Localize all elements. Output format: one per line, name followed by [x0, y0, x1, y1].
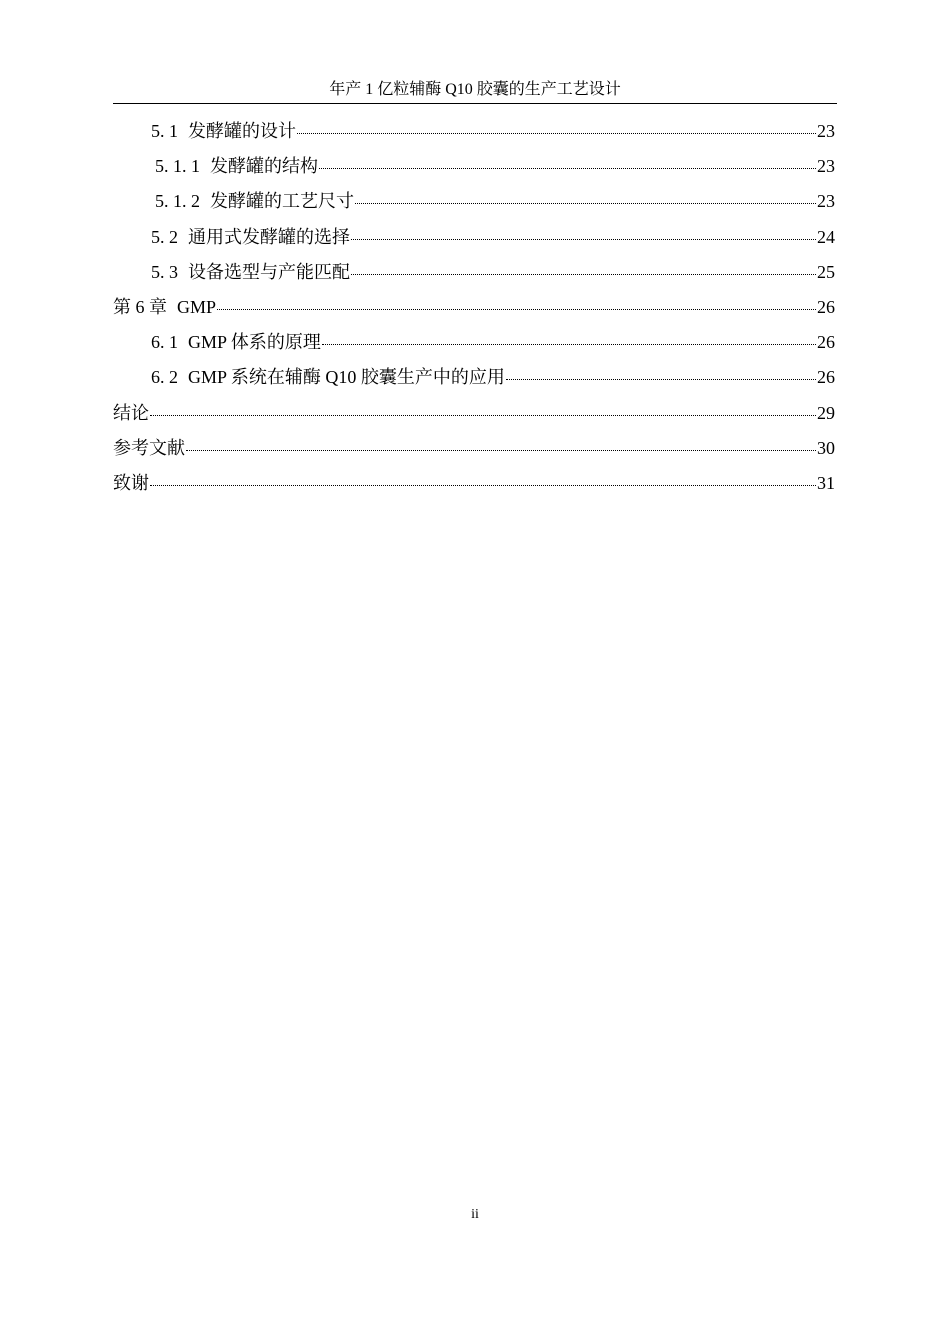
toc-entry-page: 23 — [817, 156, 835, 177]
toc-entry-page: 26 — [817, 296, 835, 317]
toc-entry-page: 29 — [817, 402, 835, 423]
toc-dot-leader — [351, 260, 816, 278]
toc-entry-number: 5. 1. 2 — [155, 191, 200, 212]
toc-entry[interactable] — [113, 224, 835, 259]
toc-entry[interactable] — [113, 400, 835, 435]
toc-entry[interactable] — [113, 259, 835, 294]
toc-entry-page: 31 — [817, 472, 835, 493]
toc-entry-title: 结论 — [113, 402, 149, 423]
toc-entry-title: 致谢 — [113, 472, 149, 493]
toc-entry-title: 发酵罐的结构 — [210, 156, 318, 177]
toc-dot-leader — [150, 471, 816, 489]
toc-entry-number: 5. 3 — [151, 261, 178, 282]
toc-dot-leader — [297, 119, 816, 137]
toc-entry-page: 23 — [817, 191, 835, 212]
toc-entry[interactable] — [113, 435, 835, 470]
toc-entry-page: 26 — [817, 332, 835, 353]
toc-entry-title: 设备选型与产能匹配 — [188, 261, 350, 282]
table-of-contents — [113, 118, 835, 505]
toc-entry-title: GMP 体系的原理 — [188, 332, 321, 353]
toc-entry[interactable] — [113, 470, 835, 505]
toc-entry-number: 5. 2 — [151, 226, 178, 247]
running-header: 年产 1 亿粒辅酶 Q10 胶囊的生产工艺设计 — [329, 81, 621, 98]
toc-entry-page: 24 — [817, 226, 835, 247]
toc-entry-number: 5. 1. 1 — [155, 156, 200, 177]
toc-dot-leader — [351, 225, 816, 243]
toc-entry-page: 26 — [817, 367, 835, 388]
toc-dot-leader — [355, 189, 816, 207]
toc-entry-title: GMP 系统在辅酶 Q10 胶囊生产中的应用 — [188, 367, 505, 388]
toc-dot-leader — [319, 154, 816, 172]
toc-entry[interactable] — [113, 364, 835, 399]
header-rule — [113, 103, 837, 104]
toc-entry-page: 30 — [817, 437, 835, 458]
toc-entry[interactable] — [113, 118, 835, 153]
toc-entry-number: 6. 1 — [151, 332, 178, 353]
toc-entry-number: 5. 1 — [151, 121, 178, 141]
toc-entry-page: 25 — [817, 261, 835, 282]
toc-entry-title: 通用式发酵罐的选择 — [188, 226, 350, 247]
toc-entry-page: 23 — [817, 121, 835, 141]
toc-entry-title: 发酵罐的设计 — [188, 121, 296, 141]
toc-entry-number: 第 6 章 — [113, 296, 167, 317]
toc-entry-title: GMP — [177, 296, 217, 317]
toc-entry-title: 发酵罐的工艺尺寸 — [210, 191, 354, 212]
toc-entry-title: 参考文献 — [113, 437, 185, 458]
toc-entry[interactable] — [113, 294, 835, 329]
toc-dot-leader — [217, 295, 816, 313]
toc-entry[interactable] — [113, 329, 835, 364]
toc-entry-number: 6. 2 — [151, 367, 178, 388]
toc-dot-leader — [150, 401, 816, 419]
toc-dot-leader — [322, 330, 816, 348]
page-number: ii — [471, 1207, 479, 1222]
toc-dot-leader — [186, 436, 816, 454]
toc-entry[interactable] — [113, 188, 835, 223]
toc-dot-leader — [506, 365, 816, 383]
toc-entry[interactable] — [113, 153, 835, 188]
